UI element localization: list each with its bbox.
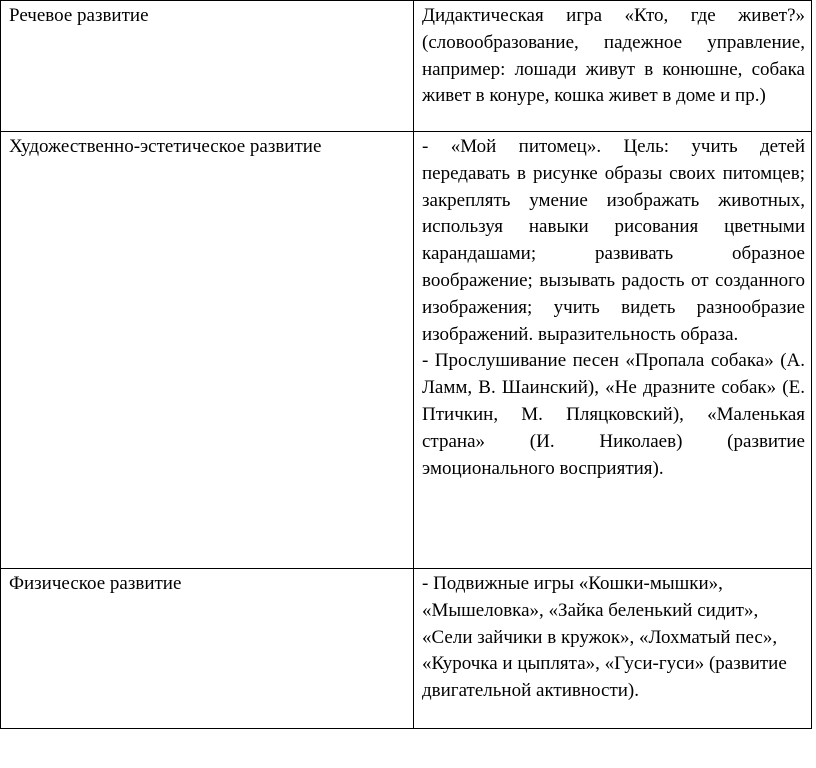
table-row (1, 569, 812, 729)
content-cell-speech (414, 1, 812, 132)
content-paragraph: - Прослушивание песен «Пропала собака» (А. Ламм, В. Шаинский), «Не дразните собак» (Е. Птичкин, М. Пляцковский), «Маленькая страна» (И. Николаев) (развитие эмоционального восприятия). (422, 350, 805, 479)
content-cell-physical (414, 569, 812, 729)
table-row (1, 1, 812, 132)
area-cell-art (1, 132, 414, 569)
area-cell-speech (1, 1, 414, 132)
content-paragraph: - Подвижные игры «Кошки-мышки», «Мышеловка», «Зайка беленький сидит», «Сели зайчики в кружок», «Лохматый пес», «Курочка и цыплята», «Гуси-гуси» (развитие двигательной активности). (422, 573, 787, 702)
table-row (1, 132, 812, 569)
area-label: Художественно-эстетическое развитие (9, 136, 322, 157)
content-cell-art (414, 132, 812, 569)
content-paragraph: - «Мой питомец». Цель: учить детей передавать в рисунке образы своих питомцев; закреплять умение изображать животных, используя навыки рисования цветными карандашами; развивать образное воображение; вызывать радость от созданного изображения; учить видеть разнообразие изображений. выразительность образа. (422, 136, 805, 345)
area-label: Физическое развитие (9, 573, 182, 594)
content-paragraph: Дидактическая игра «Кто, где живет?» (словообразование, падежное управление, например: лошади живут в конюшне, собака живет в конуре, кошка живет в доме и пр.) (422, 5, 805, 107)
area-label: Речевое развитие (9, 5, 149, 26)
area-cell-physical (1, 569, 414, 729)
